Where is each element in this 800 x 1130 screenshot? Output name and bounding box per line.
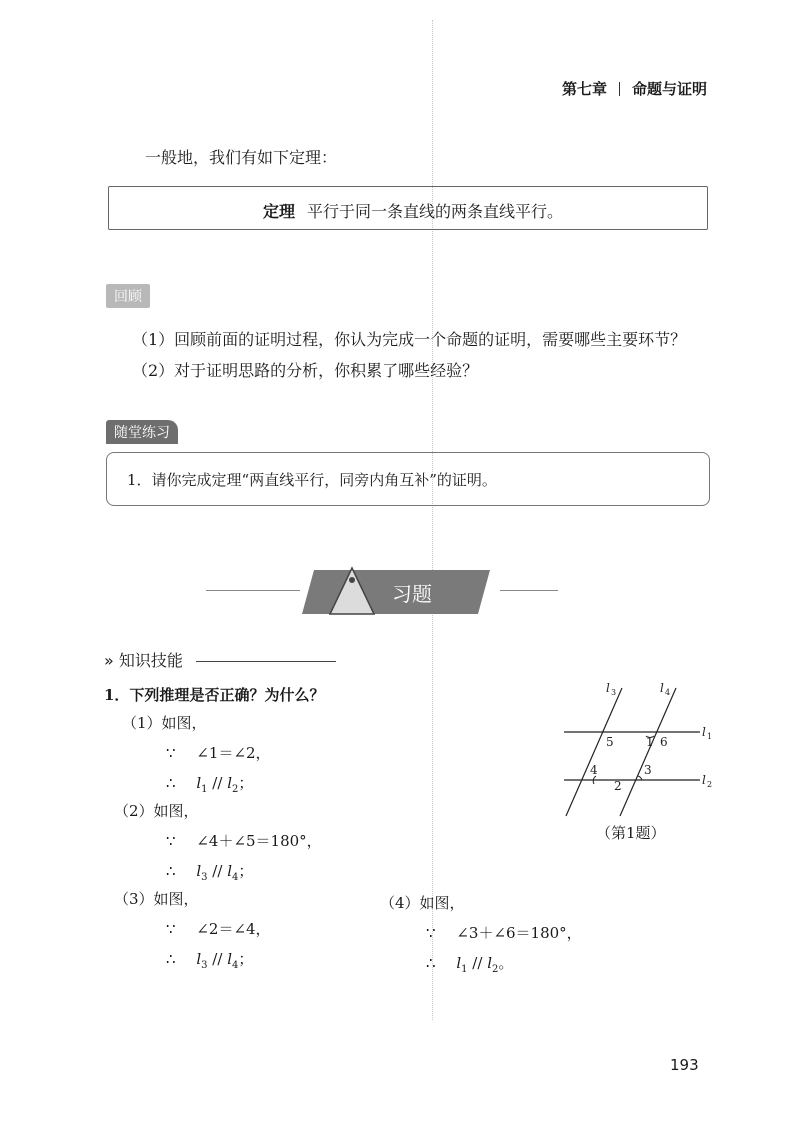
header-separator — [619, 82, 620, 96]
exercise-banner — [300, 566, 500, 618]
line-name: l — [196, 774, 202, 792]
end-punct: ； — [238, 862, 254, 880]
line-subscript: 3 — [201, 872, 208, 883]
because-symbol: ∵ — [426, 924, 436, 942]
chevron-right-icon: » — [104, 651, 114, 670]
part-2-label: （2）如图， — [114, 802, 199, 820]
angle-label-4: 4 — [590, 763, 598, 777]
banner-divider-left — [206, 590, 300, 591]
section-rule — [196, 661, 336, 662]
line-name: l — [196, 950, 202, 968]
label-l4: l — [660, 681, 664, 695]
label-l1-sub: 1 — [707, 732, 713, 741]
label-l3-sub: 3 — [611, 688, 617, 697]
section-heading — [104, 648, 336, 671]
line-subscript: 1 — [461, 964, 468, 975]
theorem-box — [108, 186, 708, 230]
banner-divider-right — [500, 590, 558, 591]
parallel-symbol: // — [212, 862, 223, 880]
line-subscript: 4 — [232, 872, 239, 883]
parallel-symbol: // — [472, 954, 483, 972]
line-name: l — [456, 954, 462, 972]
angle-label-5: 5 — [606, 735, 614, 749]
parallel-symbol: // — [212, 774, 223, 792]
figure-caption: （第1题） — [596, 824, 666, 842]
line-l4 — [620, 688, 676, 816]
part-4-premise: ∠3＋∠6＝180°， — [456, 924, 582, 942]
line-l3 — [566, 688, 622, 816]
part-3-premise: ∠2＝∠4， — [196, 920, 271, 938]
practice-badge: 随堂练习 — [106, 420, 178, 444]
line-subscript: 2 — [492, 964, 499, 975]
because-symbol: ∵ — [166, 832, 176, 850]
part-2-premise: ∠4＋∠5＝180°， — [196, 832, 322, 850]
therefore-symbol: ∴ — [166, 950, 176, 968]
review-question-1: （1）回顾前面的证明过程，你认为完成一个命题的证明，需要哪些主要环节？ — [132, 330, 687, 349]
angle-label-1: 1 — [646, 735, 654, 749]
binding-margin-line — [432, 20, 433, 1020]
line-name: l — [487, 954, 492, 972]
chapter-topic: 命题与证明 — [632, 80, 708, 98]
running-header — [562, 78, 707, 99]
part-4-therefore — [426, 952, 513, 975]
label-l2-sub: 2 — [707, 780, 713, 789]
chapter-label: 第七章 — [562, 80, 608, 98]
part-3-because — [166, 918, 271, 939]
part-1-because — [166, 742, 271, 763]
label-l1: l — [702, 725, 706, 739]
part-1-label: （1）如图， — [122, 714, 207, 732]
parallel-symbol: // — [212, 950, 223, 968]
practice-item: 1．请你完成定理“两直线平行，同旁内角互补”的证明。 — [127, 471, 497, 489]
because-symbol: ∵ — [166, 920, 176, 938]
line-subscript: 2 — [232, 784, 239, 795]
page-number: 193 — [670, 1056, 699, 1074]
part-4-because — [426, 922, 582, 943]
angle-label-6: 6 — [660, 735, 668, 749]
part-1-premise: ∠1＝∠2， — [196, 744, 271, 762]
part-3-therefore — [166, 948, 253, 971]
line-subscript: 4 — [232, 960, 239, 971]
intro-text: 一般地，我们有如下定理： — [145, 148, 338, 167]
label-l3: l — [606, 681, 610, 695]
practice-box — [106, 452, 710, 506]
line-name: l — [227, 774, 232, 792]
theorem-statement — [263, 199, 563, 222]
theorem-text: 平行于同一条直线的两条直线平行。 — [307, 202, 564, 221]
parallel-lines-figure — [550, 676, 720, 818]
theorem-label: 定理 — [263, 202, 296, 221]
line-subscript: 3 — [201, 960, 208, 971]
angle-label-2: 2 — [614, 779, 622, 793]
label-l2: l — [702, 773, 706, 787]
triangle-knob-icon — [349, 577, 355, 583]
part-3-label: （3）如图， — [114, 890, 199, 908]
because-symbol: ∵ — [166, 744, 176, 762]
part-2-because — [166, 830, 322, 851]
review-question-2: （2）对于证明思路的分析，你积累了哪些经验？ — [132, 361, 479, 380]
end-punct: 。 — [498, 954, 514, 972]
therefore-symbol: ∴ — [166, 862, 176, 880]
line-name: l — [227, 950, 232, 968]
part-2-therefore — [166, 860, 253, 883]
angle-label-3: 3 — [644, 763, 652, 777]
end-punct: ； — [238, 950, 254, 968]
part-1-therefore — [166, 772, 253, 795]
review-badge: 回顾 — [106, 284, 150, 308]
section-title: 知识技能 — [118, 651, 183, 670]
therefore-symbol: ∴ — [426, 954, 436, 972]
label-l4-sub: 4 — [665, 688, 671, 697]
exercise-banner-label: 习题 — [392, 582, 432, 606]
line-subscript: 1 — [201, 784, 208, 795]
line-name: l — [227, 862, 232, 880]
exercise-stem: 1．下列推理是否正确？为什么？ — [104, 686, 325, 704]
end-punct: ； — [238, 774, 254, 792]
part-4-label: （4）如图， — [380, 894, 465, 912]
therefore-symbol: ∴ — [166, 774, 176, 792]
line-name: l — [196, 862, 202, 880]
